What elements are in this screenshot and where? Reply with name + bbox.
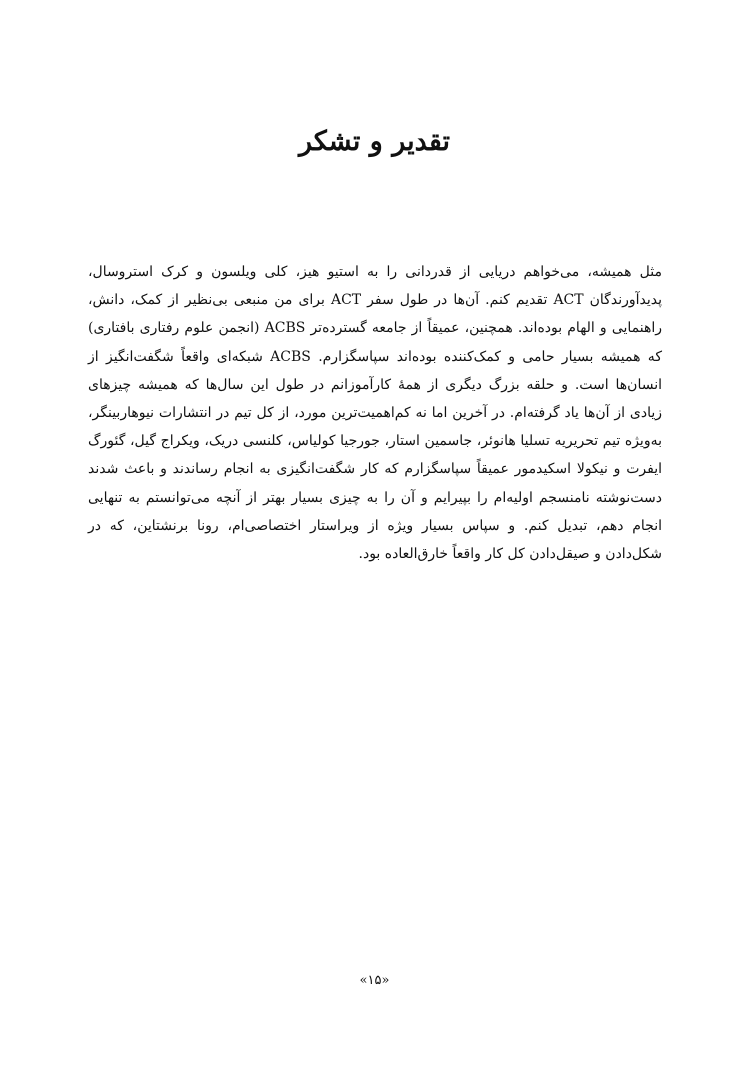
acknowledgements-paragraph: مثل همیشه، می‌خواهم دریایی از قدردانی را به استیو هیز، کلی ویلسون و کرک استروسال، پدیدآورندگان ACT تقدیم کنم. آن‌ها در طول سفر ACT برای من منبعی بی‌نظیر از کمک، دانش، راهنمایی و الهام بوده‌اند. همچنین، عمیقاً از جامعه گسترده‌تر ACBS (انجمن علوم رفتاری بافتاری) که همیشه بسیار حامی و کمک‌کننده بوده‌اند سپاسگزارم. ACBS شبکه‌ای واقعاً شگفت‌انگیز از انسان‌ها است. و حلقه بزرگ دیگری از همهٔ کارآموزانم در طول این سال‌ها که همیشه چیزهای زیادی از آن‌ها یاد گرفته‌ام. در آخرین اما نه کم‌اهمیت‌ترین مورد، از کل تیم در انتشارات نیوهاربینگر، به‌ویژه تیم تحریریه تسلیا هانوئر، جاسمین استار، جورجیا کولیاس، کلنسی دریک، ویکراج گیل، گئورگ ایفرت و نیکولا اسکیدمور عمیقاً سپاسگزارم که کار شگفت‌انگیزی به انجام رساندند و باعث شدند دست‌نوشته نامنسجم اولیه‌ام را بپیرایم و آن را به چیزی بسیار بهتر از آنچه می‌توانستم به تنهایی انجام دهم، تبدیل کنم. و سپاس بسیار ویژه از ویراستار اختصاصی‌ام، رونا برنشتاین، که در شکل‌دادن و صیقل‌دادن کل کار واقعاً خارق‌العاده بود. bbox=[88, 264, 662, 563]
page-number: «۱۵» bbox=[359, 973, 390, 988]
page-title: تقدیر و تشکر bbox=[298, 126, 450, 157]
